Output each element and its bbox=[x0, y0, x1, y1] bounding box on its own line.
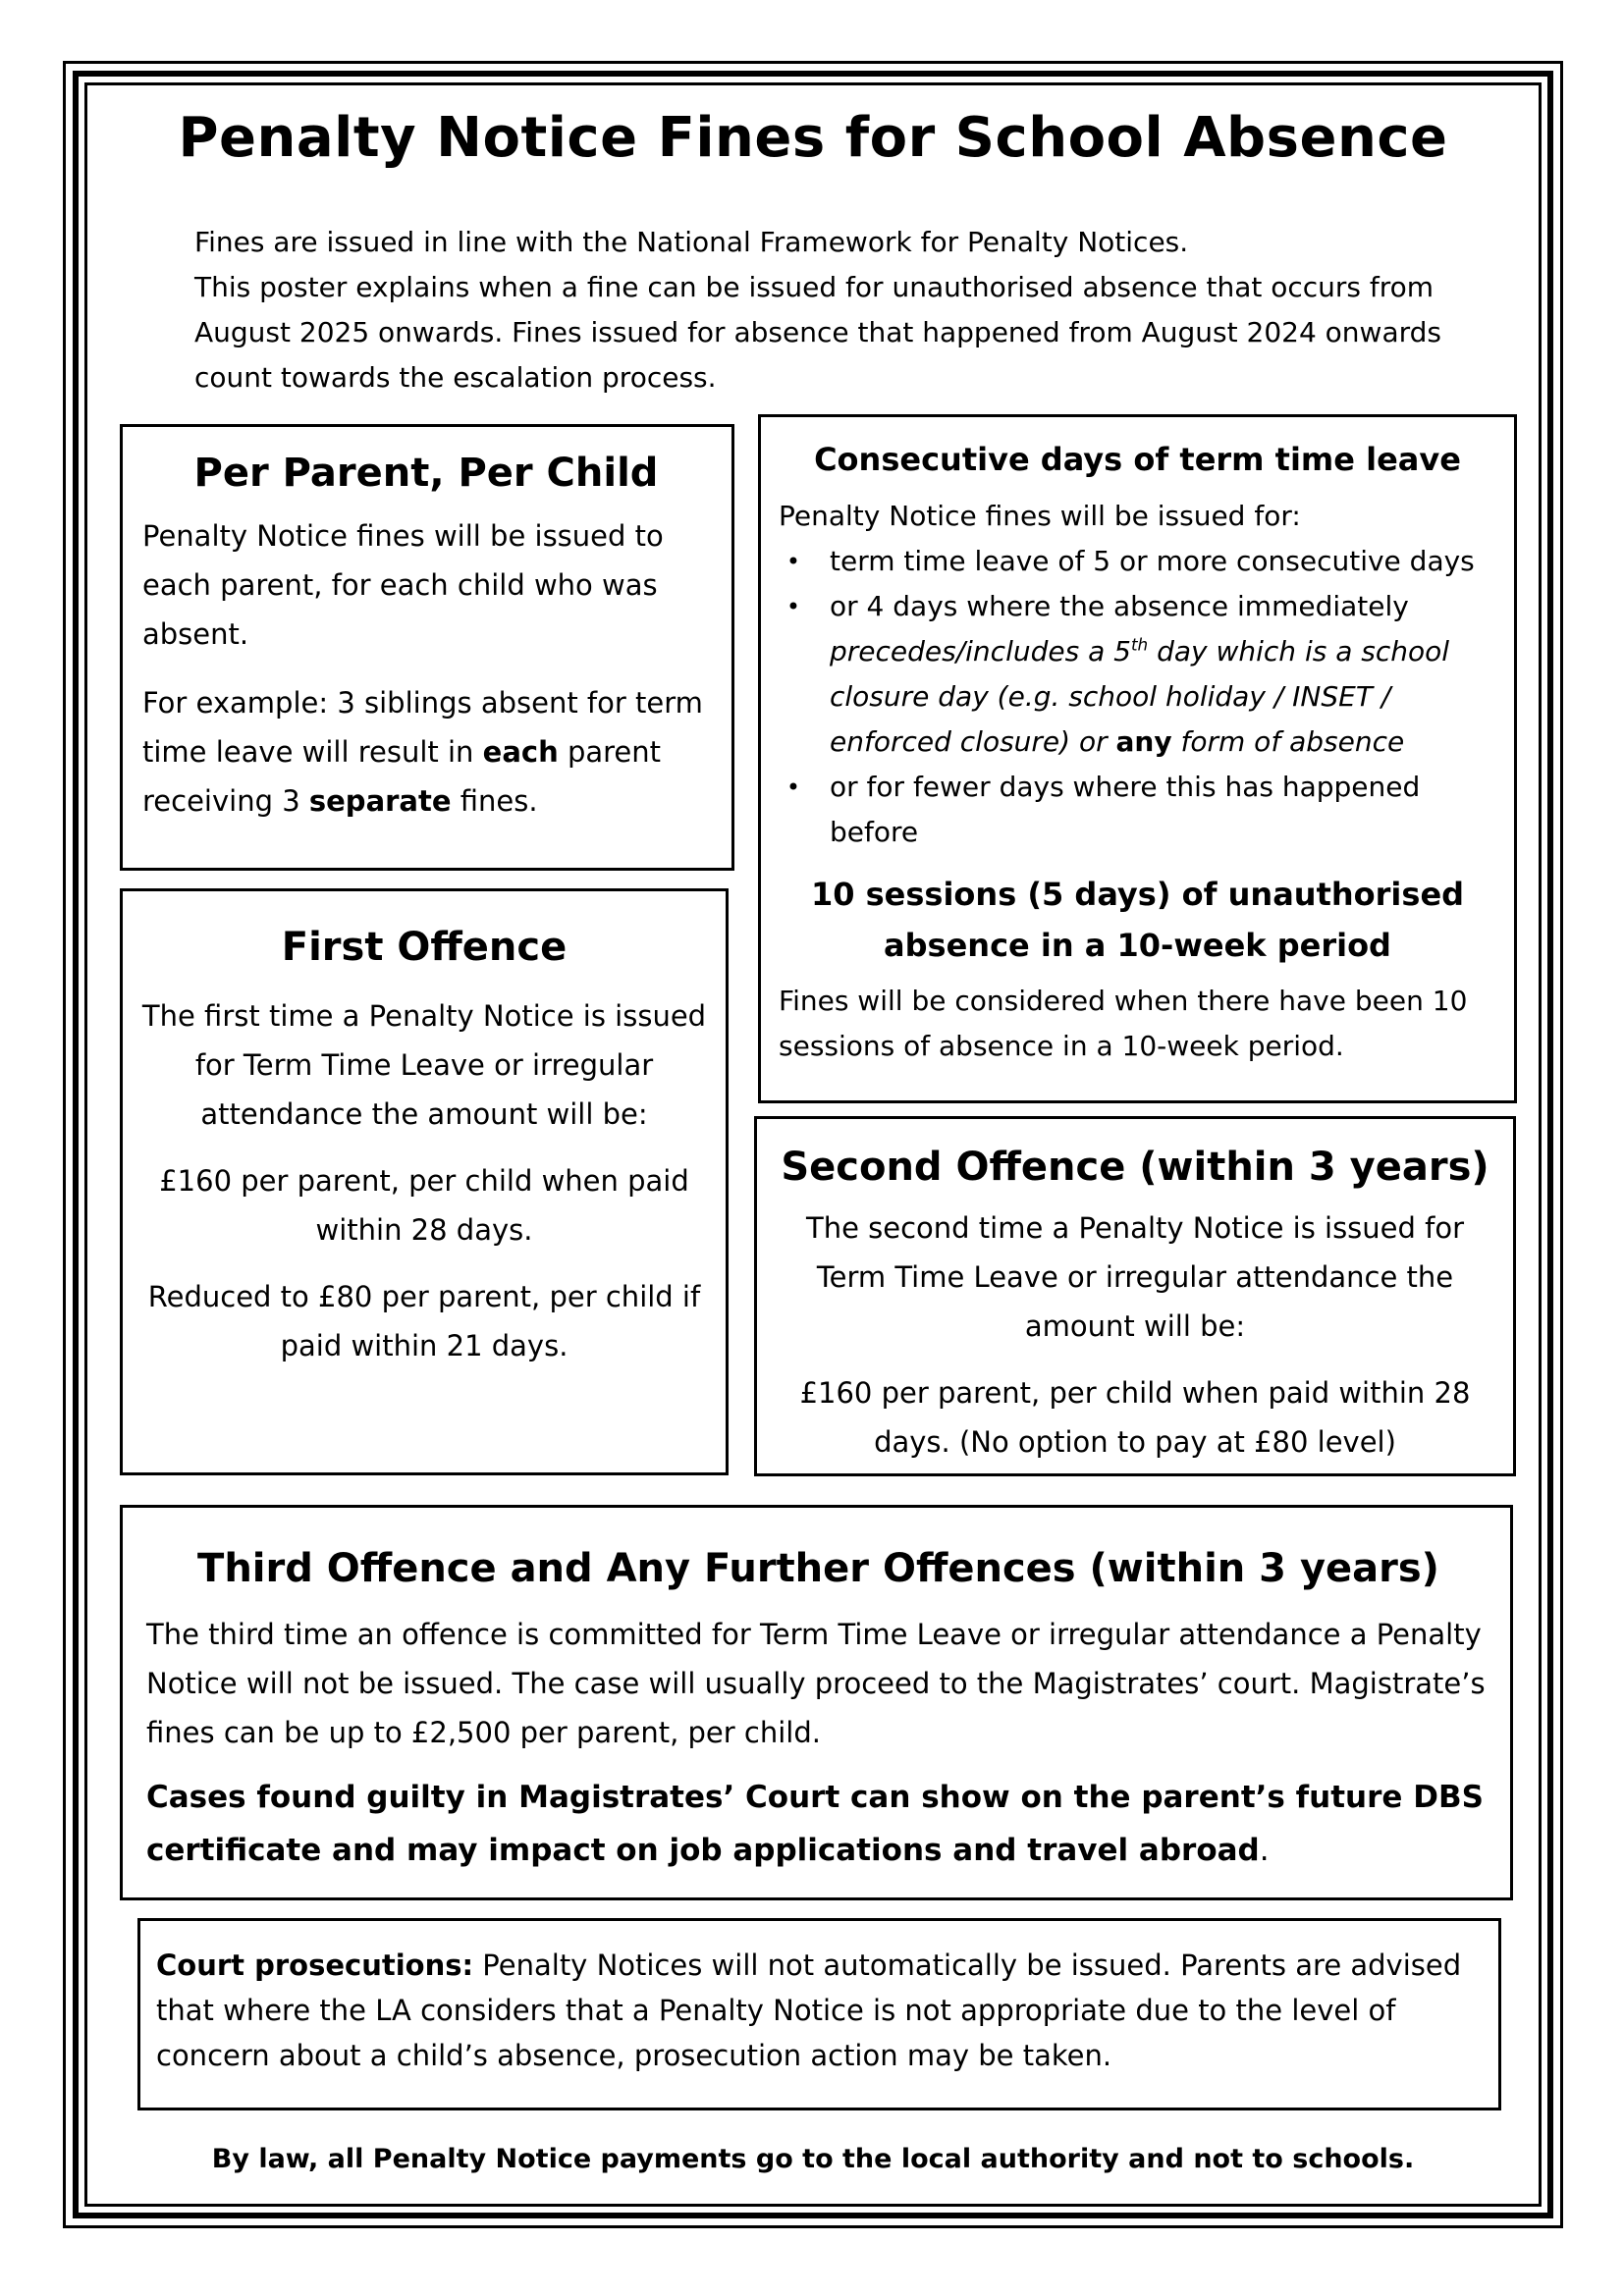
first-offence-reduced-amount: Reduced to £80 per parent, per child if paid within 21 days. bbox=[147, 1280, 701, 1362]
dbs-warning-text: Cases found guilty in Magistrates’ Court can show on the parent’s future DBS certificate and may impact on bbox=[146, 1780, 1484, 1868]
sessions-heading-line-1: 10 sessions (5 days) of unauthorised bbox=[810, 876, 1465, 913]
first-offence-paragraph-1: The first time a Penalty Notice is issued for Term Time Leave or irregular attendance the amount will be: bbox=[141, 999, 707, 1131]
court-prosecutions-label: Court prosecutions: bbox=[156, 1949, 474, 1982]
second-offence-paragraph-1: The second time a Penalty Notice is issued for Term Time Leave or irregular attendance the amount will be: bbox=[805, 1211, 1465, 1343]
third-offence-paragraph: The third time an offence is committed for Term Time Leave or irregular attendance a Penalty Notice will not be issued. The case will usually proceed to the Magistrates’ court. Magistrate’s fines can be up to £2,500 per parent, per child. bbox=[146, 1618, 1486, 1749]
per-parent-text-segment: For example: 3 siblings absent for term time leave will result in bbox=[142, 686, 703, 769]
first-offence-fine-amount: £160 per parent, per child when paid within 28 days. bbox=[159, 1164, 689, 1247]
per-parent-text-segment: parent receiving 3 bbox=[142, 735, 662, 818]
court-prosecutions-box bbox=[137, 1918, 1501, 2110]
consecutive-days-lead: Penalty Notice fines will be issued for: bbox=[779, 500, 1301, 532]
intro-line-1: Fines are issued in line with the National Framework for Penalty Notices. bbox=[194, 226, 1189, 258]
court-prosecutions-body: Penalty Notices will not automatically be issued. Parents are advised that where the LA considers that a Penalty Notice is not appropriate due to the level of concern about a child’s absence, prosecution action may be taken. bbox=[156, 1949, 1462, 2072]
dbs-warning-emphasis: job applications and travel abroad bbox=[669, 1833, 1260, 1868]
footer-note: By law, all Penalty Notice payments go to the local authority and not to schools. bbox=[211, 2144, 1415, 2174]
bullet-icon: • bbox=[785, 593, 801, 620]
per-parent-heading: Per Parent, Per Child bbox=[193, 451, 659, 496]
per-parent-emphasis-each: each bbox=[482, 735, 559, 769]
intro-line-2: This poster explains when a fine can be issued for unauthorised absence that occurs from August 2025 onwards. Fines issued for absence that happened from August 2024 onwards count towards the escalation process. bbox=[194, 271, 1441, 394]
sessions-heading bbox=[779, 869, 1496, 971]
list-item-italic-text: day which is a school closure day (e.g. school holiday / INSET / enforced closure) or bbox=[830, 635, 1450, 758]
third-offence-heading: Third Offence and Any Further Offences (within 3 years) bbox=[197, 1546, 1439, 1591]
list-item bbox=[785, 584, 1496, 765]
list-item bbox=[785, 539, 1496, 584]
consecutive-days-heading: Consecutive days of term time leave bbox=[814, 441, 1461, 478]
list-item-text: or for fewer days where this has happened before bbox=[830, 771, 1421, 848]
intro-text bbox=[194, 220, 1471, 400]
sessions-heading-line-2: absence in a 10-week period bbox=[884, 927, 1391, 964]
list-item bbox=[785, 765, 1496, 855]
consecutive-days-list bbox=[779, 539, 1496, 855]
sessions-text: Fines will be considered when there have been 10 sessions of absence in a 10-week period. bbox=[779, 985, 1468, 1062]
first-offence-heading: First Offence bbox=[281, 925, 568, 970]
first-offence-box bbox=[120, 888, 729, 1475]
dbs-warning bbox=[146, 1771, 1490, 1877]
list-item-italic-text: form of absence bbox=[1171, 725, 1405, 758]
per-parent-paragraph-2 bbox=[142, 678, 710, 826]
list-item-italic-text: precedes/includes a 5 bbox=[830, 635, 1131, 667]
list-item-text: or 4 days where the absence immediately bbox=[830, 590, 1409, 622]
second-offence-fine-amount: £160 per parent, per child when paid within 28 days. (No option to pay at £80 level) bbox=[799, 1376, 1471, 1459]
dbs-warning-period: . bbox=[1259, 1833, 1270, 1868]
consecutive-days-box bbox=[758, 414, 1517, 1103]
second-offence-heading: Second Offence (within 3 years) bbox=[781, 1145, 1489, 1190]
bullet-icon: • bbox=[785, 548, 801, 575]
third-offence-box bbox=[120, 1505, 1513, 1900]
per-parent-paragraph-1: Penalty Notice fines will be issued to each parent, for each child who was absent. bbox=[142, 519, 664, 651]
second-offence-box bbox=[754, 1116, 1516, 1476]
per-parent-emphasis-separate: separate bbox=[308, 784, 452, 818]
list-item-emphasis-any: any bbox=[1115, 725, 1172, 758]
per-parent-text-segment: fines. bbox=[451, 784, 538, 818]
ordinal-suffix: th bbox=[1130, 634, 1149, 655]
court-prosecutions-text bbox=[156, 1943, 1483, 2078]
poster-title: Penalty Notice Fines for School Absence bbox=[178, 106, 1448, 170]
bullet-icon: • bbox=[785, 774, 801, 801]
per-parent-box bbox=[120, 424, 734, 871]
list-item-text: term time leave of 5 or more consecutive days bbox=[830, 545, 1475, 577]
